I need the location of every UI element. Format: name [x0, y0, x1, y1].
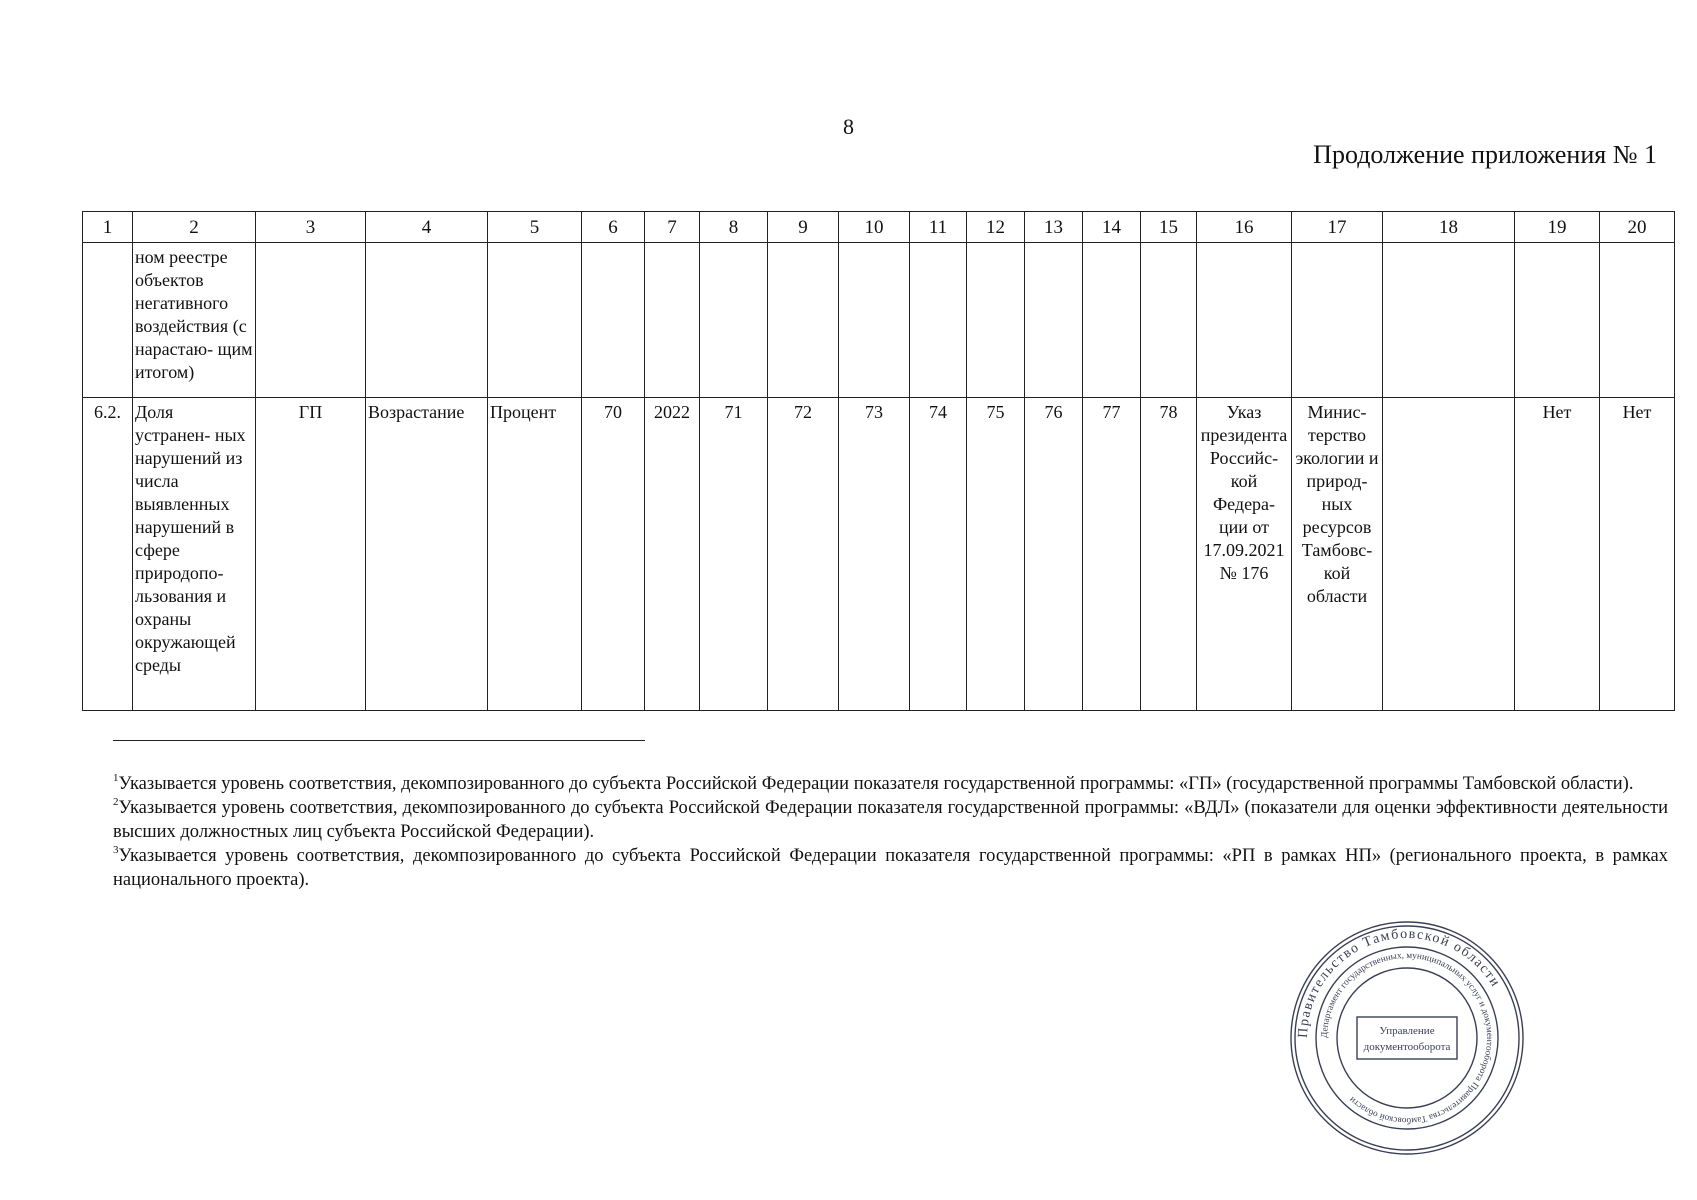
header-cell: 11: [910, 212, 967, 243]
header-cell: 19: [1515, 212, 1600, 243]
cell-unit: Процент: [488, 398, 582, 711]
cell-level: ГП: [256, 398, 366, 711]
stamp-seal-icon: [1288, 919, 1526, 1157]
continuation-title: Продолжение приложения № 1: [1313, 140, 1657, 169]
footnotes: [113, 772, 1668, 892]
footnote-mark: 2: [113, 796, 119, 808]
footnote-divider: [113, 740, 645, 741]
cell-responsible: Минис- терство экологии и природ- ных ресурсов Тамбовс- кой области: [1292, 398, 1383, 711]
cell-trend: Возрастание: [366, 398, 488, 711]
cell-value: 73: [839, 398, 910, 711]
header-cell: 5: [488, 212, 582, 243]
cell-value: 71: [700, 398, 768, 711]
cell-value: 77: [1083, 398, 1141, 711]
page-number: 8: [843, 114, 854, 139]
svg-text:Департамент государственных, м: Департамент государственных, муниципальных услуг и документооборота Правительства Тамбовской области: [1318, 949, 1496, 1127]
header-cell: 15: [1141, 212, 1197, 243]
cell-number: 6.2.: [83, 398, 133, 711]
svg-text:документооборота: документооборота: [1363, 1041, 1451, 1053]
footnote-text: Указывается уровень соответствия, декомпозированного до субъекта Российской Федерации показателя государственной программы: «ГП» (государственной программы Тамбовской области).: [118, 774, 1634, 794]
cell-flag: Нет: [1515, 398, 1600, 711]
footnote-mark: 1: [113, 772, 119, 784]
cell-value: 76: [1025, 398, 1083, 711]
indicators-table: [82, 211, 1675, 711]
cell-value: 75: [967, 398, 1025, 711]
footnote-mark: 3: [113, 844, 119, 856]
cell-value: 74: [910, 398, 967, 711]
cell-value: 78: [1141, 398, 1197, 711]
cell-flag: Нет: [1600, 398, 1675, 711]
cell-empty: [1383, 398, 1515, 711]
header-cell: 13: [1025, 212, 1083, 243]
official-stamp: [1288, 919, 1526, 1157]
header-cell: 20: [1600, 212, 1675, 243]
header-cell: 18: [1383, 212, 1515, 243]
table-row-continuation: [83, 243, 1675, 398]
header-cell: 7: [645, 212, 700, 243]
header-cell: 14: [1083, 212, 1141, 243]
footnote-3: [113, 844, 1668, 892]
cell-indicator-name: ном реестре объектов негативного воздействия (с нарастаю- щим итогом): [133, 243, 256, 398]
header-cell: 9: [768, 212, 839, 243]
footnote-text: Указывается уровень соответствия, декомпозированного до субъекта Российской Федерации показателя государственной программы: «ВДЛ» (показатели для оценки эффективности деятельности высших должностных лиц субъекта Российской Федерации).: [113, 798, 1668, 842]
header-cell: 8: [700, 212, 768, 243]
header-cell: 12: [967, 212, 1025, 243]
cell-value: 72: [768, 398, 839, 711]
header-cell: 17: [1292, 212, 1383, 243]
footnote-2: [113, 796, 1668, 844]
header-cell: 16: [1197, 212, 1292, 243]
cell-indicator-name: Доля устранен- ных нарушений из числа выявленных нарушений в сфере природопо- льзования и охраны окружающей среды: [133, 398, 256, 711]
header-cell: 4: [366, 212, 488, 243]
footnote-1: [113, 772, 1668, 796]
header-cell: 10: [839, 212, 910, 243]
table-header-row: [83, 212, 1675, 243]
footnote-text: Указывается уровень соответствия, декомпозированного до субъекта Российской Федерации показателя государственной программы: «РП в рамках НП» (регионального проекта, в рамках национального проекта).: [113, 846, 1668, 890]
cell-document: Указ президента Российс- кой Федера- ции от 17.09.2021 № 176: [1197, 398, 1292, 711]
header-cell: 2: [133, 212, 256, 243]
cell-base-year: 2022: [645, 398, 700, 711]
table-row: [83, 398, 1675, 711]
svg-text:Управление: Управление: [1379, 1025, 1435, 1037]
header-cell: 3: [256, 212, 366, 243]
header-cell: 1: [83, 212, 133, 243]
svg-text:Правительство Тамбовской облас: Правительство Тамбовской области: [1295, 926, 1504, 1039]
header-cell: 6: [582, 212, 645, 243]
cell-base-value: 70: [582, 398, 645, 711]
